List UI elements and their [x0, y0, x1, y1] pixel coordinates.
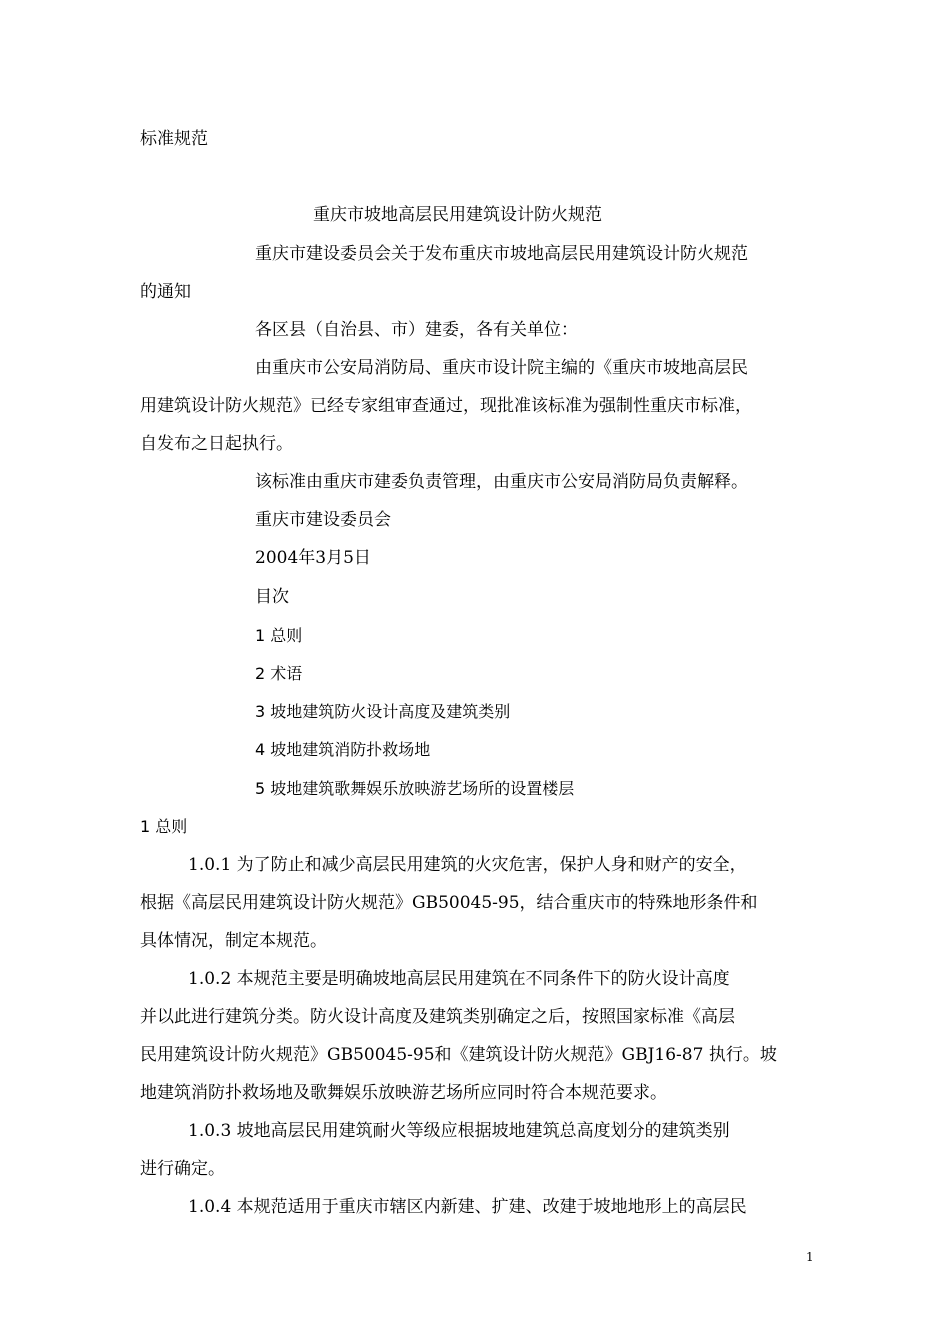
- toc-item[interactable]: 1 总则: [255, 626, 303, 645]
- clause-1-0-4-line-1: 1.0.4 本规范适用于重庆市辖区内新建、扩建、改建于坡地地形上的高层民: [188, 1197, 747, 1217]
- notice-title-line-2: 的通知: [140, 282, 191, 302]
- clause-1-0-2-line-2: 并以此进行建筑分类。防火设计高度及建筑类别确定之后，按照国家标准《高层: [140, 1007, 735, 1027]
- section-1-heading: 1 总则: [140, 817, 188, 836]
- header-label: 标准规范: [140, 129, 208, 149]
- notice-title-line-1: 重庆市建设委员会关于发布重庆市坡地高层民用建筑设计防火规范: [255, 244, 748, 264]
- notice-date: 2004年3月5日: [255, 548, 371, 568]
- document-title: 重庆市坡地高层民用建筑设计防火规范: [313, 205, 602, 225]
- page-number: 1: [806, 1250, 814, 1264]
- clause-1-0-3-line-2: 进行确定。: [140, 1159, 225, 1179]
- notice-salutation: 各区县（自治县、市）建委，各有关单位：: [255, 320, 578, 340]
- notice-body-line-2: 用建筑设计防火规范》已经专家组审查通过，现批准该标准为强制性重庆市标准，: [140, 396, 752, 416]
- notice-body-line-3: 自发布之日起执行。: [140, 434, 293, 454]
- clause-1-0-2-line-4: 地建筑消防扑救场地及歌舞娱乐放映游艺场所应同时符合本规范要求。: [140, 1083, 667, 1103]
- notice-body-2: 该标准由重庆市建委负责管理，由重庆市公安局消防局负责解释。: [255, 472, 748, 492]
- toc-heading: 目次: [255, 587, 289, 607]
- notice-body-line-1: 由重庆市公安局消防局、重庆市设计院主编的《重庆市坡地高层民: [255, 358, 748, 378]
- clause-1-0-1-line-3: 具体情况，制定本规范。: [140, 931, 327, 951]
- toc-item[interactable]: 4 坡地建筑消防扑救场地: [255, 740, 431, 759]
- toc-item[interactable]: 3 坡地建筑防火设计高度及建筑类别: [255, 702, 511, 721]
- clause-1-0-3-line-1: 1.0.3 坡地高层民用建筑耐火等级应根据坡地建筑总高度划分的建筑类别: [188, 1121, 730, 1141]
- notice-issuer: 重庆市建设委员会: [255, 510, 391, 530]
- clause-1-0-1-line-1: 1.0.1 为了防止和减少高层民用建筑的火灾危害，保护人身和财产的安全，: [188, 855, 747, 875]
- clause-1-0-1-line-2: 根据《高层民用建筑设计防火规范》GB50045-95，结合重庆市的特殊地形条件和: [140, 893, 758, 913]
- clause-1-0-2-line-3: 民用建筑设计防火规范》GB50045-95和《建筑设计防火规范》GBJ16-87 执行。坡: [140, 1045, 777, 1065]
- toc-item[interactable]: 5 坡地建筑歌舞娱乐放映游艺场所的设置楼层: [255, 779, 575, 798]
- clause-1-0-2-line-1: 1.0.2 本规范主要是明确坡地高层民用建筑在不同条件下的防火设计高度: [188, 969, 730, 989]
- toc-item[interactable]: 2 术语: [255, 664, 303, 683]
